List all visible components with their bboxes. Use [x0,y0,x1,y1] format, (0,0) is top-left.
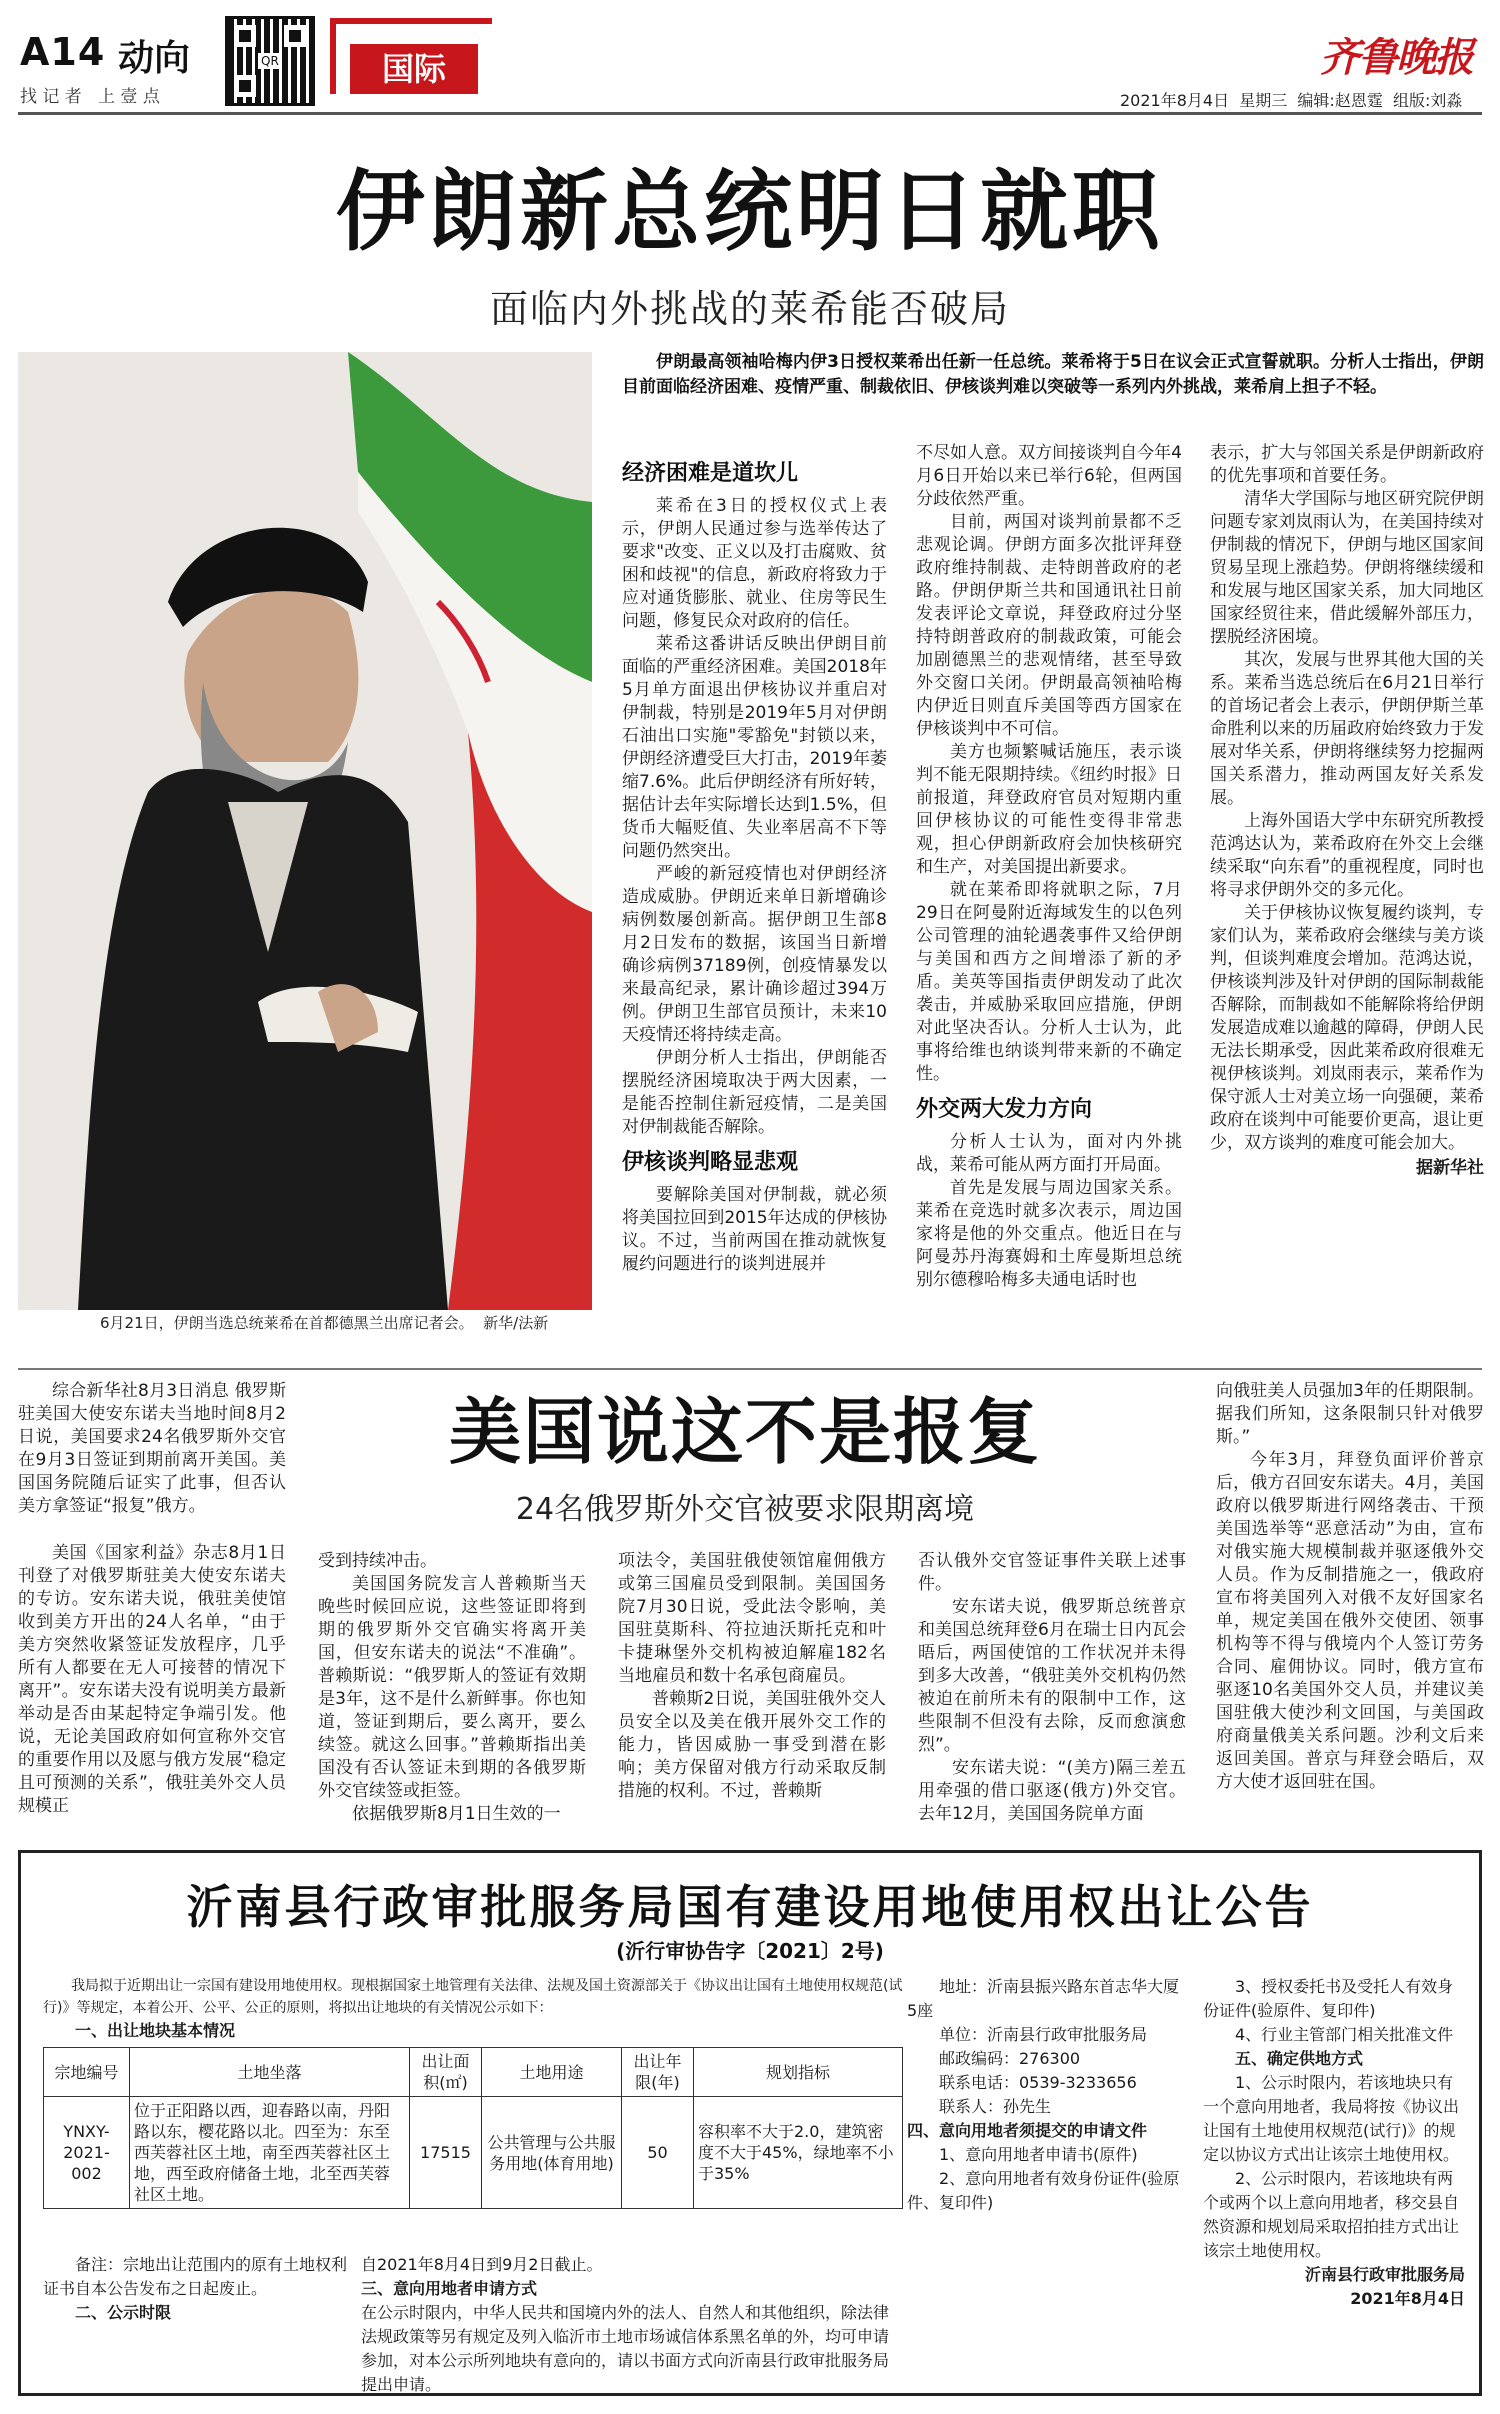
president-photo-illustration [18,352,592,1310]
story2-col5-top: 向俄驻美人员强加3年的任期限制。据我们所知，这条限制只针对俄罗斯。” 今年3月，拜登负面评价普京后，俄方召回安东诺夫。4月，美国政府以俄罗斯进行网络袭击、干预美国选举等“恶意活动”为由，宣布对俄实施大规模制裁并驱逐俄外交人员。作为反制措施之一，俄政府宣布将美国列入对俄不友好国家名单，规定美国在俄外交使团、领事机构等不得与俄境内个人签订劳务合同、雇佣协议。同时，俄方宣布驱逐10名美国外交人员，并建议美国驻俄大使沙利文回国，与美国政府商量俄美关系问题。沙利文后来返回美国。普京与拜登会晤后，双方大使才返回驻在国。 [1216,1381,1484,1792]
notice-col2: 自2021年8月4日到9月2日截止。 三、意向用地者申请方式 在公示时限内，中华人民共和国境内外的法人、自然人和其他组织，除法律法规政策等另有规定及列入临沂市土地市场诚信体系黑名单的外，均可申请参加，对本公示所列地块有意向的，请以书面方式向沂南县行政审批服务局提出申请。 [361,2255,890,2394]
slogan: 找 记 者 上 壹 点 [20,87,160,107]
story1-col2: 不尽如人意。双方间接谈判自今年4月6日开始以来已举行6轮，但两国分歧依然严重。 目前，两国对谈判前景都不乏悲观论调。伊朗方面多次批评拜登政府维持制裁、走特朗普政府的老路。伊朗伊斯兰共和国通讯社日前发表评论文章说，拜登政府过分坚持特朗普政府的制裁政策，可能会加剧德黑兰的悲观情绪，甚至导致外交窗口关闭。伊朗最高领袖哈梅内伊近日则直斥美国等西方国家在伊核谈判中不可信。 美方也频繁喊话施压，表示谈判不能无限期持续。《纽约时报》日前报道，拜登政府官员对短期内重回伊核协议的可能性变得非常悲观，担心伊朗新政府会加快核研究和生产，对美国提出新要求。 就在莱希即将就职之际，7月29日在阿曼附近海域发生的以色列公司管理的油轮遇袭事件又给伊朗与美国和西方之间增添了新的矛盾。美英等国指责伊朗发动了此次袭击，并威胁采取回应措施，伊朗对此坚决否认。分析人士认为，此事将给维也纳谈判带来新的不确定性。 外交两大发力方向 分析人士认为，面对内外挑战，莱希可能从两方面打开局面。 首先是发展与周边国家关系。莱希在竞选时就多次表示，周边国家将是他的外交重点。他近日在与阿曼苏丹海赛姆和土库曼斯坦总统别尔德穆哈梅多夫通电话时也 [916,443,1182,1290]
lead-photo [18,352,592,1310]
story2-col2: 受到持续冲击。 美国国务院发言人普赖斯当天晚些时候回应说，这些签证即将到期的俄罗斯外交官确实将离开美国，但安东诺夫的说法“不准确”。普赖斯说：“俄罗斯人的签证有效期是3年，这不是什么新鲜事。你也知道，签证到期后，要么离开，要么续签。就这么回事。”普赖斯指出美国没有否认签证未到期的各俄罗斯外交官续签或拒签。 依据俄罗斯8月1日生效的一 [318,1551,586,1824]
notice-col3: 地址：沂南县振兴路东首志华大厦5座 单位：沂南县行政审批服务局 邮政编码：276300 联系电话：0539-3233656 联系人：孙先生 四、意向用地者须提交的申请文件 1、意向用地者申请书(原件) 2、意向用地者有效身份证件(验原件、复印件) [907,1977,1180,2212]
table-row: YNXY-2021-002 位于正阳路以西，迎春路以南，丹阳路以东，樱花路以北。四至为：东至西芙蓉社区土地，南至西芙蓉社区土地，西至政府储备土地，北至西芙蓉社区土地。 17515 公共管理与公共服务用地(体育用地) 50 容积率不大于2.0，建筑密度不大于45%，绿地率不小于35% [44,2097,903,2209]
story1-col3: 表示，扩大与邻国关系是伊朗新政府的优先事项和首要任务。 清华大学国际与地区研究院伊朗问题专家刘岚雨认为，在美国持续对伊制裁的情况下，伊朗与地区国家间贸易呈现上涨趋势。伊朗将继续缓和和发展与地区国家关系，加大同地区国家经贸往来，借此缓解外部压力，摆脱经济困境。 其次，发展与世界其他大国的关系。莱希当选总统后在6月21日举行的首场记者会上表示，伊朗伊斯兰革命胜利以来的历届政府始终致力于发展对华关系，伊朗将继续努力挖掘两国关系潜力，推动两国友好关系发展。 上海外国语大学中东研究所教授范鸿达认为，莱希政府在外交上会继续采取“向东看”的重视程度，同时也将寻求伊朗外交的多元化。 关于伊核协议恢复履约谈判，专家们认为，莱希政府会继续与美方谈判，但谈判难度会增加。范鸿达说，伊核谈判涉及针对伊朗的国际制裁能否解除，而制裁如不能解除将给伊朗发展造成难以逾越的障碍，伊朗人民无法长期承受，因此莱希政府很难无视伊核谈判。刘岚雨表示，莱希作为保守派人士对美立场一向强硬，莱希政府在谈判中可能要价更高，退让更少，双方谈判的难度可能会加大。 据新华社 [1210,443,1484,1178]
notice-doc-number: (沂行审协告字〔2021〕2号) [616,1939,884,1963]
section-tab[interactable] [330,18,492,94]
qr-code[interactable]: QR [225,16,315,106]
story2-subhead: 24名俄罗斯外交官被要求限期离境 [515,1492,975,1527]
byline: 据新华社 [1416,1158,1484,1178]
photo-caption: 6月21日，伊朗当选总统莱希在首都德黑兰出席记者会。 新华/法新 [100,1314,549,1332]
subhead-nuclear: 伊核谈判略显悲观 [622,1150,799,1175]
subhead-diplomacy: 外交两大发力方向 [916,1097,1093,1122]
date-line: 2021年8月4日 星期三 编辑:赵恩霆 组版:刘淼 [1120,91,1463,110]
story-divider [18,1368,1482,1370]
story2-col4: 否认俄外交官签证事件关联上述事件。 安东诺夫说，俄罗斯总统普京和美国总统拜登6月在瑞士日内瓦会晤后，两国使馆的工作状况并未得到多大改善，“俄驻美外交机构仍然被迫在前所未有的限制中工作，这些限制不但没有去除，反而愈演愈烈”。 安东诺夫说：“(美方)隔三差五用牵强的借口驱逐(俄方)外交官。去年12月，美国国务院单方面 [918,1551,1186,1824]
story2-col3: 项法令，美国驻俄使领馆雇佣俄方或第三国雇员受到限制。美国国务院7月30日说，受此法令影响，美国驻莫斯科、符拉迪沃斯托克和叶卡捷琳堡外交机构被迫解雇182名当地雇员和数十名承包商雇员。 普赖斯2日说，美国驻俄外交人员安全以及美在俄开展外交工作的能力，皆因威胁一事受到潜在影响；美方保留对俄方行动采取反制措施的权利。不过，普赖斯 [618,1551,886,1801]
story1-col1: 经济困难是道坎儿 莱希在3日的授权仪式上表示，伊朗人民通过参与选举传达了要求"改变、正义以及打击腐败、贫困和歧视"的信息，新政府将致力于应对通货膨胀、就业、住房等民生问题，修复民众对政府的信任。 莱希这番讲话反映出伊朗目前面临的严重经济困难。美国2018年5月单方面退出伊核协议并重启对伊制裁，特别是2019年5月对伊朗石油出口实施"零豁免"封锁以来，伊朗经济遭受巨大打击，2019年萎缩7.6%。此后伊朗经济有所好转，据估计去年实际增长达到1.5%，但货币大幅贬值、失业率居高不下等问题仍然突出。 严峻的新冠疫情也对伊朗经济造成威胁。伊朗近来单日新增确诊病例数屡创新高。据伊朗卫生部8月2日发布的数据，该国当日新增确诊病例37189例，创疫情暴发以来最高纪录，累计确诊超过394万例。伊朗卫生部官员预计，未来10天疫情还将持续走高。 伊朗分析人士指出，伊朗能否摆脱经济困境取决于两大因素，一是能否控制住新冠疫情，二是美国对伊制裁能否解除。 伊核谈判略显悲观 要解除美国对伊制裁，就必须将美国拉回到2015年达成的伊核协议。不过，当前两国在推动就恢复履约问题进行的谈判进展并 [622,461,887,1274]
page-number: A14 [20,30,106,74]
notice-date: 2021年8月4日 [1350,2289,1465,2308]
land-table [43,2047,903,2209]
notice-left: 我局拟于近期出让一宗国有建设用地使用权。现根据国家土地管理有关法律、法规及国土资源部关于《协议出让国有土地使用权规范(试行)》等规定，本着公开、公平、公正的原则，将拟出让地块的有关情况公示如下： 一、出让地块基本情况 宗地编号 土地坐落 出让面积(㎡) 土地用途 出让年限(年) 规划指标 YNXY-2021-002 位于正阳路以西，迎春路以南，丹阳路以东，樱花路以北。四至为：东至西芙蓉社区土地，南至西芙蓉社区土地，西至政府储备土地，北至西芙蓉社区土地。 17515 公共管理与公共服务用地(体育用地) 50 容积率不大于2.0，建筑密度不大于45%，绿地率不小于35% [43,1975,903,2209]
section-name: 动向 [118,38,191,79]
notice-title: 沂南县行政审批服务局国有建设用地使用权出让公告 [186,1880,1314,1934]
story1-headline: 伊朗新总统明日就职 [335,160,1164,263]
notice-col4: 3、授权委托书及受托人有效身份证件(验原件、复印件) 4、行业主管部门相关批准文件 五、确定供地方式 1、公示时限内，若该地块只有一个意向用地者，我局将按《协议出让国有土地使用权规范(试行)》的规定以协议方式出让该宗土地使用权。 2、公示时限内，若该地块有两个或两个以上意向用地者，移交县自然资源和规划局采取招拍挂方式出让该宗土地使用权。 沂南县行政审批服务局 2021年8月4日 [1203,1975,1465,2311]
masthead [0,0,1500,115]
notice-box [18,1850,1482,2396]
masthead-rule [18,112,1482,115]
notice-signature: 沂南县行政审批服务局 [1304,2265,1465,2284]
table-header-row: 宗地编号 土地坐落 出让面积(㎡) 土地用途 出让年限(年) 规划指标 [44,2048,903,2097]
subhead-economy: 经济困难是道坎儿 [622,461,799,486]
section-tab-box: 国际 [350,44,478,94]
story1-subhead: 面临内外挑战的莱希能否破局 [489,287,1010,331]
story2-col1b: 美国《国家利益》杂志8月1日刊登了对俄罗斯驻美大使安东诺夫的专访。安东诺夫说，俄驻美使馆收到美方开出的24人名单，“由于美方突然收紧签证发放程序，几乎所有人都要在无人可接替的情况下离开”。安东诺夫没有说明美方最新举动是否由某起特定争端引发。他说，无论美国政府如何宣称外交官的重要作用以及愿与俄方发展“稳定且可预测的关系”，俄驻美外交人员规模正 [18,1543,286,1816]
notice-remark: 备注：宗地出让范围内的原有土地权利证书自本公告发布之日起废止。 二、公示时限 [43,2255,348,2322]
story1-lead: 伊朗最高领袖哈梅内伊3日授权莱希出任新一任总统。莱希将于5日在议会正式宣誓就职。分析人士指出，伊朗目前面临经济困难、疫情严重、制裁依旧、伊核谈判难以突破等一系列内外挑战，莱希肩上担子不轻。 [622,352,1484,397]
story2-headline: 美国说这不是报复 [448,1390,1041,1474]
story2-col1: 综合新华社8月3日消息 俄罗斯驻美国大使安东诺夫当地时间8月2日说，美国要求24名俄罗斯外交官在9月3日签证到期前离开美国。美国国务院随后证实了此事，但否认美方拿签证“报复”俄方。 [18,1381,286,1516]
paper-logo: 齐鲁晚报 [1320,34,1472,81]
